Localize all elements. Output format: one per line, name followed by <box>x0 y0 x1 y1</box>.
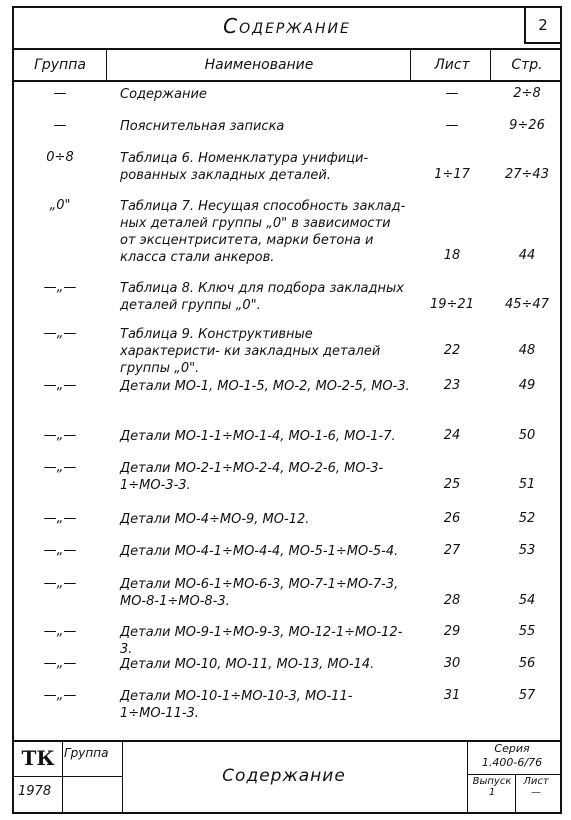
row-sheet: 29 <box>443 624 461 639</box>
stamp-year: 1978 <box>18 784 52 799</box>
row-page: 54 <box>518 593 536 608</box>
row-name: Детали МО-9-1÷МО-9-3, МО-12-1÷МО-12-3. <box>120 625 403 657</box>
row-name: Таблица 6. Номенклатура унифици- рованных закладных деталей. <box>120 151 369 183</box>
stamp-series-value: 1.400-6/76 <box>481 756 543 769</box>
column-header-sheet: Лист <box>434 57 470 73</box>
row-name: Детали МО-4-1÷МО-4-4, МО-5-1÷МО-5-4. <box>120 544 399 559</box>
row-sheet: 26 <box>443 511 461 526</box>
table-header <box>14 48 560 82</box>
row-group: —„— <box>43 688 77 703</box>
column-header-name: Наименование <box>204 57 314 73</box>
row-page: 52 <box>518 511 536 526</box>
row-name: Детали МО-10-1÷МО-10-3, МО-11-1÷МО-11-3. <box>120 689 353 721</box>
row-name: Детали МО-4÷МО-9, МО-12. <box>120 512 310 527</box>
stamp-sheet <box>516 776 556 798</box>
row-group: —„— <box>43 428 77 443</box>
stamp-issue <box>468 776 516 798</box>
row-group: —„— <box>43 543 77 558</box>
stamp-sheet-value: — <box>531 787 541 798</box>
row-page: 51 <box>518 477 536 492</box>
row-name: Таблица 7. Несущая способность заклад- ных деталей группы „0" в зависимости от эксцентриситета, марки бетона и класса стали анкеров. <box>120 199 406 265</box>
row-group: —„— <box>43 656 77 671</box>
row-name: Содержание <box>120 87 207 102</box>
row-group: —„— <box>43 280 77 295</box>
row-sheet: 25 <box>443 477 461 492</box>
stamp-divider <box>468 774 560 775</box>
row-group: „0" <box>49 198 71 213</box>
row-sheet: 22 <box>443 343 461 358</box>
row-page: 44 <box>518 248 536 263</box>
stamp-sheet-label: Лист <box>523 776 549 787</box>
row-page: 49 <box>518 378 536 393</box>
row-page: 45÷47 <box>505 297 549 312</box>
row-name: Пояснительная записка <box>120 119 285 134</box>
row-page: 2÷8 <box>513 86 541 101</box>
row-group: —„— <box>43 460 77 475</box>
stamp-divider <box>122 742 123 812</box>
row-group: 0÷8 <box>46 150 74 165</box>
row-name: Детали МО-10, МО-11, МО-13, МО-14. <box>120 657 375 672</box>
row-sheet: 1÷17 <box>434 167 470 182</box>
row-group: —„— <box>43 378 77 393</box>
page-title: Содержание <box>223 14 351 38</box>
row-page: 55 <box>518 624 536 639</box>
row-sheet: 31 <box>443 688 461 703</box>
stamp-group-label: Группа <box>64 746 109 760</box>
row-sheet: — <box>445 118 459 133</box>
row-page: 27÷43 <box>505 167 549 182</box>
stamp-issue-value: 1 <box>488 787 496 798</box>
stamp-issue-label: Выпуск <box>472 776 512 787</box>
row-group: —„— <box>43 624 77 639</box>
row-sheet: 27 <box>443 543 461 558</box>
column-divider <box>490 48 491 82</box>
stamp-divider <box>14 776 122 777</box>
row-name: Детали МО-6-1÷МО-6-3, МО-7-1÷МО-7-3, МО-8-1÷МО-8-3. <box>120 577 399 609</box>
row-group: —„— <box>43 511 77 526</box>
stamp-divider <box>62 742 63 812</box>
row-name: Таблица 9. Конструктивные характеристи- ки закладных деталей группы „0". <box>120 327 381 376</box>
row-sheet: — <box>445 86 459 101</box>
row-sheet: 23 <box>443 378 461 393</box>
row-page: 57 <box>518 688 536 703</box>
column-divider <box>410 48 411 82</box>
row-page: 9÷26 <box>509 118 545 133</box>
row-group: — <box>53 118 67 133</box>
title-block-stamp <box>14 740 560 812</box>
page-number: 2 <box>524 8 560 44</box>
row-sheet: 30 <box>443 656 461 671</box>
row-name: Таблица 8. Ключ для подбора закладных деталей группы „0". <box>120 281 404 313</box>
row-sheet: 24 <box>443 428 461 443</box>
stamp-title: Содержание <box>222 766 346 786</box>
column-header-group: Группа <box>34 57 86 73</box>
stamp-logo: ТК <box>21 746 55 770</box>
row-group: —„— <box>43 326 77 341</box>
row-page: 56 <box>518 656 536 671</box>
document-sheet <box>12 6 562 814</box>
row-page: 50 <box>518 428 536 443</box>
row-sheet: 18 <box>443 248 461 263</box>
row-group: — <box>53 86 67 101</box>
row-sheet: 19÷21 <box>430 297 474 312</box>
column-divider <box>106 48 107 82</box>
row-group: —„— <box>43 576 77 591</box>
row-page: 53 <box>518 543 536 558</box>
row-name: Детали МО-1-1÷МО-1-4, МО-1-6, МО-1-7. <box>120 429 396 444</box>
row-page: 48 <box>518 343 536 358</box>
column-header-page: Стр. <box>511 57 543 73</box>
row-sheet: 28 <box>443 593 461 608</box>
row-name: Детали МО-2-1÷МО-2-4, МО-2-6, МО-3-1÷МО-3-3. <box>120 461 384 493</box>
stamp-series-label: Серия <box>494 742 530 755</box>
row-name: Детали МО-1, МО-1-5, МО-2, МО-2-5, МО-3. <box>120 379 410 394</box>
